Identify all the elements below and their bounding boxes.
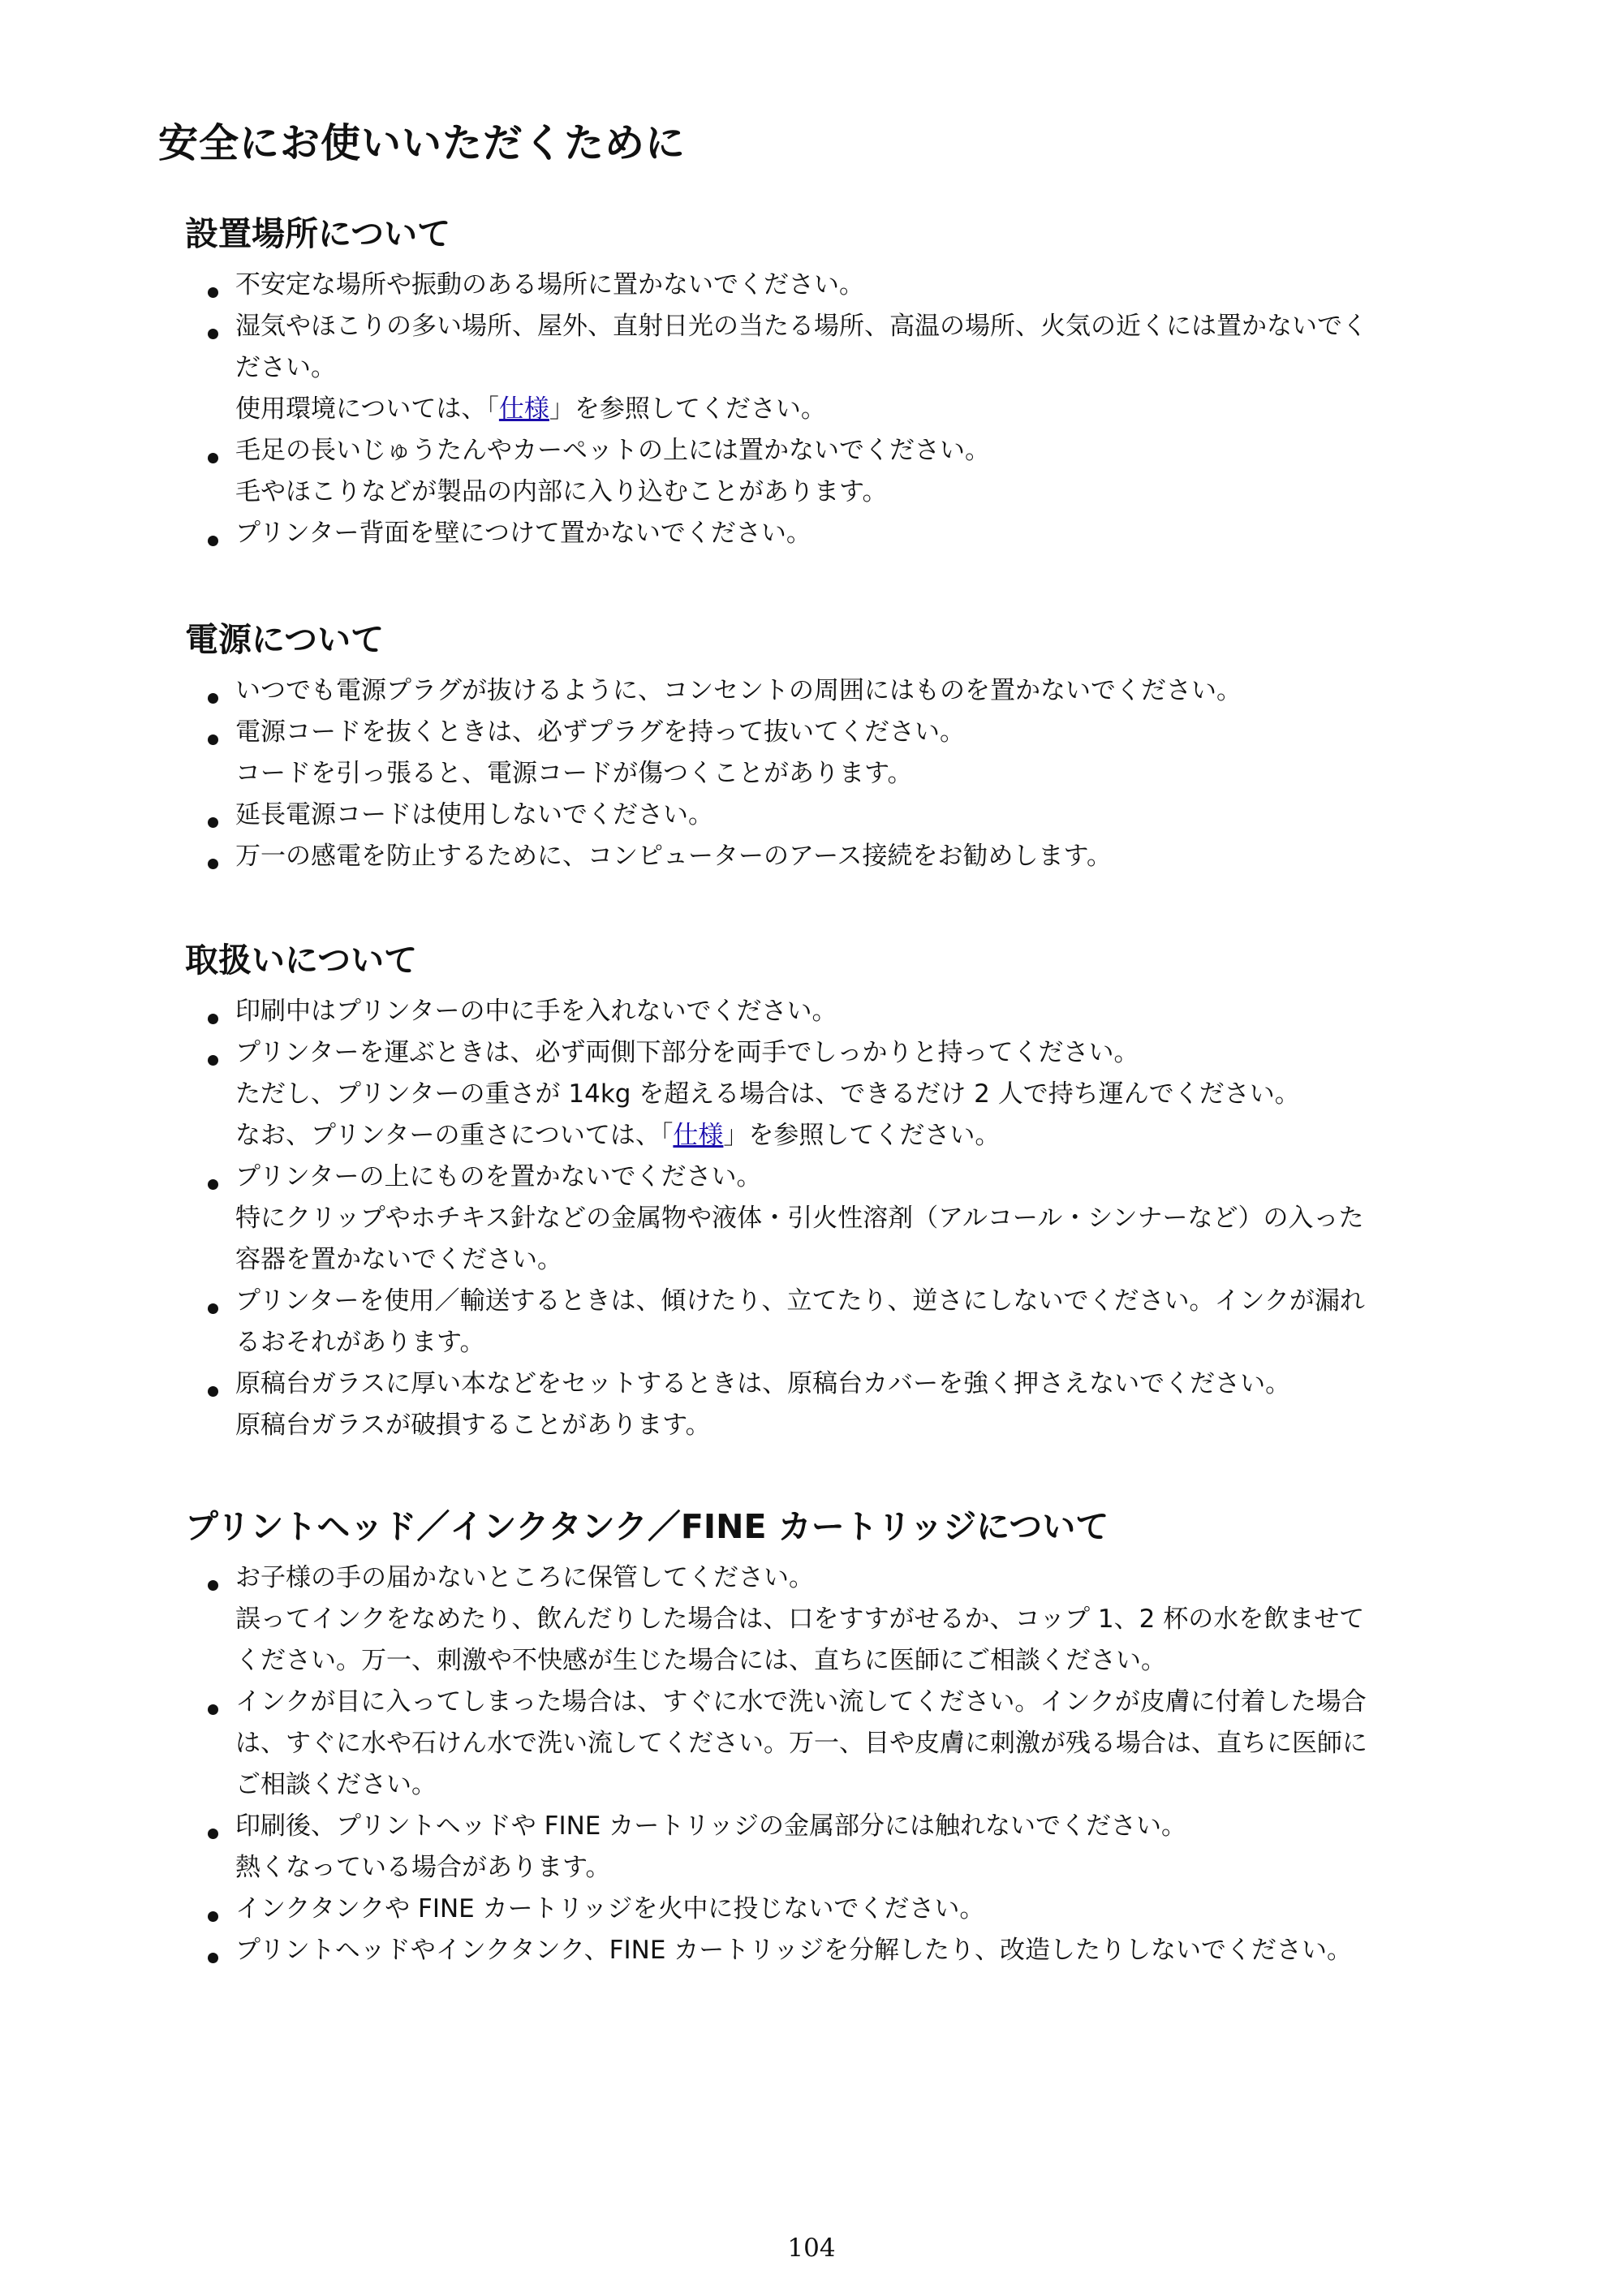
bullet-icon <box>208 1829 218 1839</box>
item-text: 容器を置かないでください。 <box>235 1245 562 1274</box>
spec-link[interactable]: 仕様 <box>673 1121 724 1150</box>
bullet-icon <box>208 1179 218 1190</box>
item-text: ください。万一、刺激や不快感が生じた場合には、直ちに医師にご相談ください。 <box>235 1646 1166 1675</box>
item-note <box>235 1114 1000 1157</box>
page-number: 104 <box>787 2234 836 2263</box>
item-text: 熱くなっている場合があります。 <box>235 1853 611 1882</box>
note-text: 」を参照してください。 <box>549 394 826 424</box>
bullet-icon <box>208 734 218 745</box>
item-text: 不安定な場所や振動のある場所に置かないでください。 <box>235 270 864 299</box>
bullet-icon <box>208 1303 218 1314</box>
bullet-icon <box>208 1911 218 1922</box>
item-text: インクが目に入ってしまった場合は、すぐに水で洗い流してください。インクが皮膚に付着した場合 <box>235 1687 1367 1717</box>
item-text: 湿気やほこりの多い場所、屋外、直射日光の当たる場所、高温の場所、火気の近くには置かないでく <box>235 312 1367 341</box>
section-heading: 設置場所について <box>185 214 451 253</box>
bullet-icon <box>208 859 218 869</box>
item-text: ご相談ください。 <box>235 1770 437 1799</box>
item-text: インクタンクや FINE カートリッジを火中に投じないでください。 <box>235 1894 985 1923</box>
item-text: は、すぐに水や石けん水で洗い流してください。万一、目や皮膚に刺激が残る場合は、直ちに医師に <box>235 1729 1367 1758</box>
item-text: ただし、プリンターの重さが 14kg を超える場合は、できるだけ 2 人で持ち運んでください。 <box>235 1079 1300 1109</box>
bullet-icon <box>208 1386 218 1397</box>
item-text: プリンター背面を壁につけて置かないでください。 <box>235 519 812 548</box>
item-text: ださい。 <box>235 353 336 382</box>
item-text: お子様の手の届かないところに保管してください。 <box>235 1563 814 1592</box>
item-text: 誤ってインクをなめたり、飲んだりした場合は、口をすすがせるか、コップ 1、2 杯の水を飲ませて <box>235 1605 1365 1634</box>
note-text: なお、プリンターの重さについては、「 <box>235 1121 674 1150</box>
item-text: プリントヘッドやインクタンク、FINE カートリッジを分解したり、改造したりしないでください。 <box>235 1936 1353 1965</box>
item-text: 毛足の長いじゅうたんやカーペットの上には置かないでください。 <box>235 436 990 465</box>
bullet-icon <box>208 1055 218 1066</box>
item-text: いつでも電源プラグが抜けるように、コンセントの周囲にはものを置かないでください。 <box>235 676 1242 705</box>
item-text: 印刷後、プリントヘッドや FINE カートリッジの金属部分には触れないでください。 <box>235 1811 1186 1841</box>
section-heading: 取扱いについて <box>185 941 418 980</box>
section-heading: プリントヘッド／インクタンク／FINE カートリッジについて <box>185 1507 1109 1546</box>
item-text: プリンターを使用／輸送するときは、傾けたり、立てたり、逆さにしないでください。インクが漏れ <box>235 1286 1365 1316</box>
item-text: 原稿台ガラスに厚い本などをセットするときは、原稿台カバーを強く押さえないでください。 <box>235 1369 1291 1398</box>
item-text: 特にクリップやホチキス針などの金属物や液体・引火性溶剤（アルコール・シンナーなど）の入った <box>235 1204 1364 1233</box>
item-text: 原稿台ガラスが破損することがあります。 <box>235 1411 711 1440</box>
bullet-icon <box>208 287 218 298</box>
page-title: 安全にお使いいただくために <box>158 120 687 166</box>
section-heading: 電源について <box>185 620 385 659</box>
item-text: 毛やほこりなどが製品の内部に入り込むことがあります。 <box>235 477 888 506</box>
item-text: るおそれがあります。 <box>235 1328 485 1357</box>
bullet-icon <box>208 1014 218 1024</box>
bullet-icon <box>208 817 218 828</box>
item-text: 電源コードを抜くときは、必ずプラグを持って抜いてください。 <box>235 717 965 747</box>
bullet-icon <box>208 329 218 339</box>
item-note <box>235 388 826 430</box>
note-text: 使用環境については、「 <box>235 394 499 424</box>
item-text: プリンターの上にものを置かないでください。 <box>235 1162 762 1191</box>
bullet-icon <box>208 453 218 463</box>
item-text: コードを引っ張ると、電源コードが傷つくことがあります。 <box>235 759 913 788</box>
bullet-icon <box>208 1580 218 1591</box>
note-text: 」を参照してください。 <box>723 1121 1001 1150</box>
bullet-icon <box>208 536 218 546</box>
item-text: 印刷中はプリンターの中に手を入れないでください。 <box>235 997 837 1026</box>
item-text: 延長電源コードは使用しないでください。 <box>235 800 713 829</box>
bullet-icon <box>208 693 218 704</box>
bullet-icon <box>208 1953 218 1963</box>
bullet-icon <box>208 1704 218 1715</box>
spec-link[interactable]: 仕様 <box>498 394 549 424</box>
item-text: プリンターを運ぶときは、必ず両側下部分を両手でしっかりと持ってください。 <box>235 1038 1139 1067</box>
item-text: 万一の感電を防止するために、コンピューターのアース接続をお勧めします。 <box>235 842 1113 871</box>
